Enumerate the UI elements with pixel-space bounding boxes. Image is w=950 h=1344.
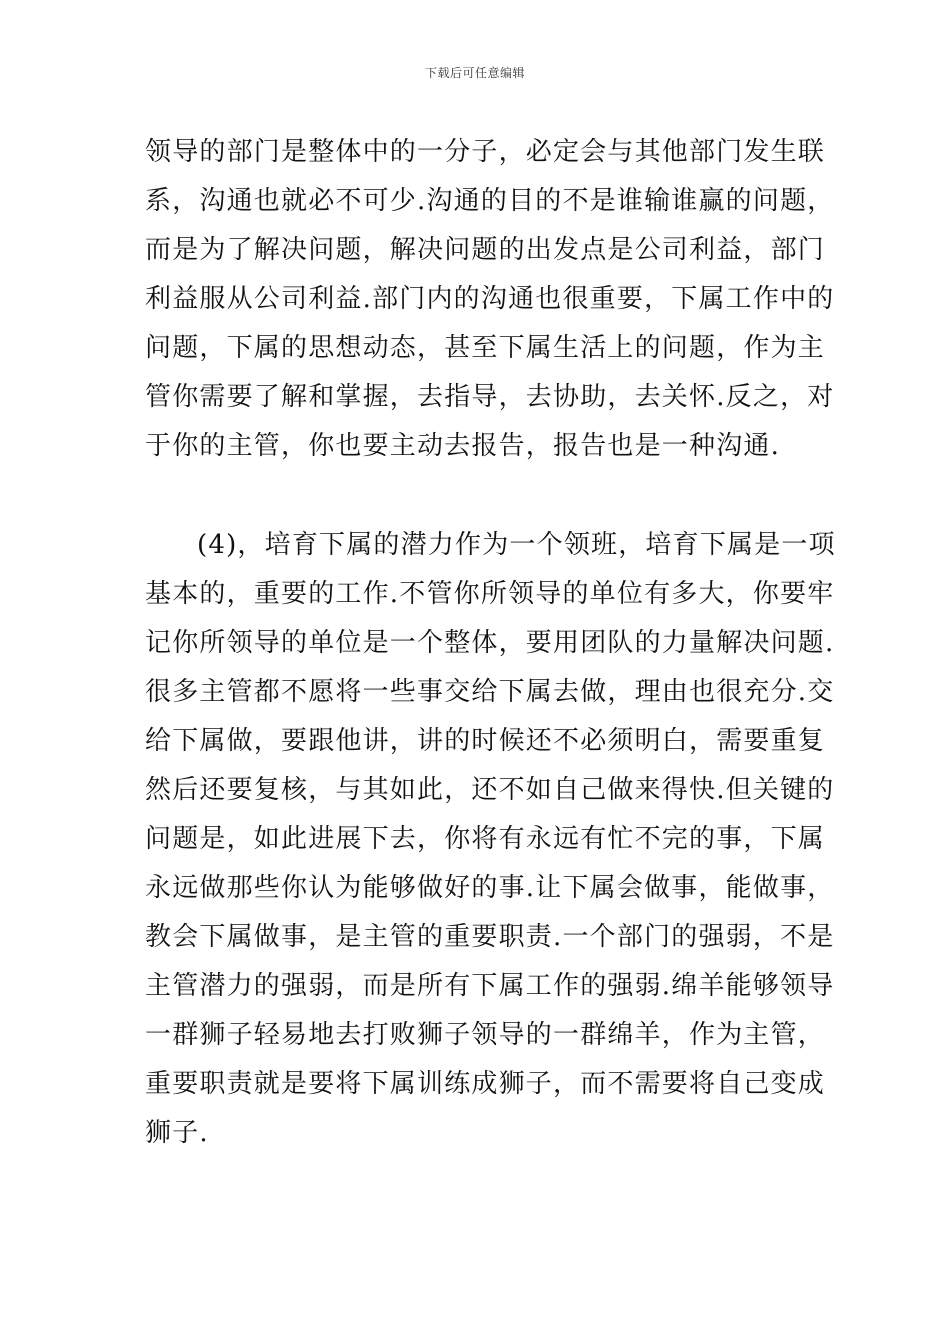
text-line: 利益服从公司利益.部门内的沟通也很重要，下属工作中的 xyxy=(145,284,835,314)
text-line: 记你所领导的单位是一个整体，要用团队的力量解决问题. xyxy=(145,628,835,658)
text-line: 永远做那些你认为能够做好的事.让下属会做事，能做事， xyxy=(145,873,835,903)
text-line: (4)，培育下属的潜力作为一个领班，培育下属是一项 xyxy=(197,530,836,560)
text-line: 基本的，重要的工作.不管你所领导的单位有多大，你要牢 xyxy=(145,579,835,609)
text-line: 于你的主管，你也要主动去报告，报告也是一种沟通. xyxy=(145,431,781,461)
text-line: 问题，下属的思想动态，甚至下属生活上的问题，作为主 xyxy=(145,333,826,363)
text-line: 领导的部门是整体中的一分子，必定会与其他部门发生联 xyxy=(145,137,826,167)
paragraph-spacer xyxy=(145,471,815,521)
text-line: 管你需要了解和掌握，去指导，去协助，去关怀.反之，对 xyxy=(145,382,835,412)
text-line: 重要职责就是要将下属训练成狮子，而不需要将自己变成 xyxy=(145,1069,826,1099)
text-line: 主管潜力的强弱，而是所有下属工作的强弱.绵羊能够领导 xyxy=(145,971,835,1001)
text-line: 而是为了解决问题，解决问题的出发点是公司利益，部门 xyxy=(145,235,826,265)
text-line: 给下属做，要跟他讲，讲的时候还不必须明白，需要重复 xyxy=(145,726,826,756)
text-line: 系，沟通也就必不可少.沟通的目的不是谁输谁赢的问题， xyxy=(145,186,835,216)
paragraph-1 xyxy=(145,128,835,471)
text-line: 狮子. xyxy=(145,1118,209,1148)
text-line: 教会下属做事，是主管的重要职责.一个部门的强弱，不是 xyxy=(145,922,835,952)
text-line: 问题是，如此进展下去，你将有永远有忙不完的事，下属 xyxy=(145,824,826,854)
text-line: 然后还要复核，与其如此，还不如自己做来得快.但关键的 xyxy=(145,775,835,805)
text-line: 很多主管都不愿将一些事交给下属去做，理由也很充分.交 xyxy=(145,677,835,707)
page-header: 下载后可任意编辑 xyxy=(424,66,525,80)
text-line: 一群狮子轻易地去打败狮子领导的一群绵羊，作为主管， xyxy=(145,1020,826,1050)
paragraph-2 xyxy=(145,521,836,1158)
document-body xyxy=(145,128,836,1158)
